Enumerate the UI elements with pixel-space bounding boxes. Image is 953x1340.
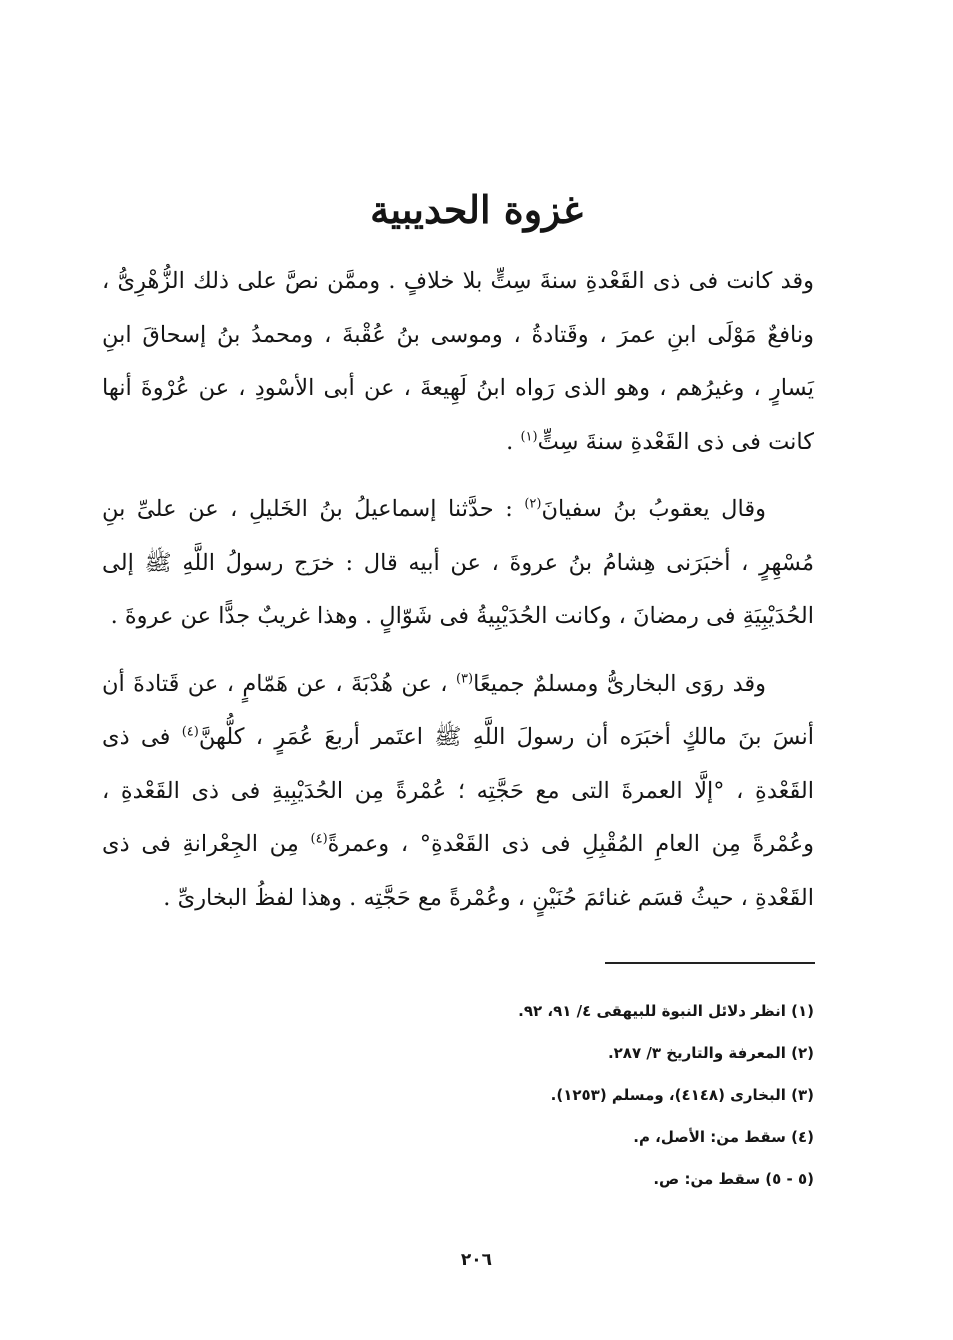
footnote-item: (٤) سقط من: الأصل، م. (633, 1128, 814, 1146)
chapter-title: غزوة الحديبية (370, 187, 583, 233)
main-text (102, 255, 814, 939)
footnote-marker[interactable]: (١) (520, 429, 538, 444)
footnote-marker[interactable]: (٣) (455, 671, 474, 686)
footnote-marker[interactable]: (٤) (181, 724, 199, 740)
footnote-marker[interactable]: (٤) (310, 831, 328, 847)
footnote-item: (١) انظر دلائل النبوة للبيهقى ٤/ ٩١، ٩٢. (518, 1002, 814, 1020)
paragraph-text: : حدَّثنا إسماعيلُ بنُ الخَليلِ ، عن علىِّ بنِ مُسْهِرٍ ، أخبَرَنى هِشامُ بنُ عروةَ ، عن أبيه قال : خرَج رسولُ اللَّهِ ﷺ إلى الحُدَيْبِيَةِ فى رمضانَ ، وكانت الحُدَيْبِيةُ فى شَوّالٍ . وهذا غريبٌ جدًّا عن عروةَ . (102, 496, 814, 629)
footnote-item: (٣) البخارى (٤١٤٨)، ومسلم (١٢٥٣). (550, 1086, 814, 1104)
footnote-item: (٥ - ٥) سقط من: ص. (653, 1170, 814, 1188)
paragraph-2 (102, 483, 814, 644)
paragraph-1 (102, 255, 814, 469)
footnotes-list (102, 990, 814, 1200)
paragraph-text: وقال يعقوبُ بنُ سفيانَ (541, 496, 766, 522)
paragraph-text: وقد روَى البخارىُّ ومسلمٌ جميعًا (473, 670, 766, 697)
footnote-divider (605, 962, 815, 964)
paragraph-3 (102, 658, 814, 926)
paragraph-text: ، عن هُدْبَةَ ، عن هَمّامٍ ، عن قَتادةَ أن أنسَ بنَ مالكٍ أخبَرَه أن رسولَ اللَّهِ ﷺ اعتَمر أربعَ عُمَرٍ ، كلُّهنَّ (102, 670, 814, 750)
footnote-marker[interactable]: (٢) (524, 496, 542, 512)
page-number: ٢٠٦ (460, 1250, 493, 1270)
paragraph-text: وقد كانت فى ذى القَعْدةِ سنةَ سِتٍّ بلا خلافٍ . وممَّن نصَّ على ذلك الزُّهْرِىُّ ، ونافعٌ مَوْلَى ابنِ عمرَ ، وقَتادةُ ، وموسى بنُ عُقْبةَ ، ومحمدُ بنُ إسحاقَ ابنِ يَسارٍ ، وغيرُهم ، وهو الذى رَواه ابنُ لَهِيعةَ ، عن أبى الأسْودِ ، عن عُرْوةَ أنها كانت فى ذى القَعْدةِ سنةَ سِتٍّ (102, 268, 814, 455)
footnote-item: (٢) المعرفة والتاريخ ٣/ ٢٨٧. (607, 1044, 814, 1062)
paragraph-text: . (506, 428, 521, 455)
paragraph-text: مِن الجِعْرانةِ فى ذى القَعْدةِ ، حيثُ قسَم غنائمَ حُنَيْنٍ ، وعُمْرةً مع حَجَّتِه . وهذا لفظُ البخارىِّ . (102, 831, 814, 911)
paragraph-text: فى ذى القَعْدةِ ، °إلَّا العمرةَ التى مع حَجَّتِه ؛ عُمْرةً مِن الحُدَيْبِيةِ فى ذى القَعْدةِ ، وعُمْرةً مِن العامِ المُقْبِلِ فى ذى القَعْدةِ° ، وعمرةً (102, 724, 814, 857)
